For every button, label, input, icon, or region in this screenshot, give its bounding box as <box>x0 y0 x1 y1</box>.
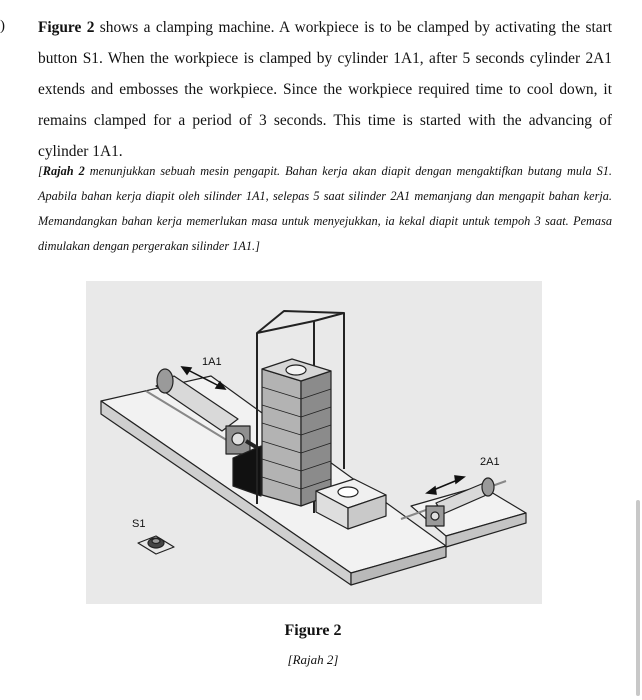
cylinder-1a1-end <box>157 369 173 393</box>
figure-caption: Figure 2 <box>284 622 342 639</box>
scrollbar[interactable] <box>636 500 640 696</box>
malay-figure-reference: Rajah 2 <box>42 164 85 178</box>
motion-arrow-2a1-head-b <box>455 476 464 483</box>
label-2a1: 2A1 <box>480 456 500 468</box>
cylinder-1a1-mount-hole <box>232 433 244 445</box>
cylinder-2a1-end <box>482 478 494 496</box>
clamping-machine-illustration <box>86 281 542 604</box>
label-s1: S1 <box>132 518 146 530</box>
frame-top <box>257 311 344 333</box>
workpiece-stack-top-hole <box>286 365 306 375</box>
clamping-machine-figure <box>86 281 542 604</box>
start-button-top <box>152 539 160 544</box>
question-english <box>38 12 612 167</box>
emboss-block-hole <box>338 487 358 497</box>
cylinder-2a1-mount-hole <box>431 512 439 520</box>
malay-bracket: [ <box>38 164 43 178</box>
workpiece-stack-front <box>262 369 301 506</box>
question-malay-text: menunjukkan sebuah mesin pengapit. Bahan kerja akan diapit dengan mengaktifkan butang mula S1. Apabila bahan kerja diapit oleh silinder 1A1, selepas 5 saat silinder 2A1 memanjang dan mengapit bahan kerja. Memandangkan bahan kerja memerlukan masa untuk menyejukkan, ia kekal diapit untuk tempoh 3 saat. Pemasa dimulakan dengan pergerakan silinder 1A1.] <box>38 164 612 253</box>
label-1a1: 1A1 <box>202 356 222 368</box>
figure-reference: Figure 2 <box>38 19 95 36</box>
question-malay <box>38 159 612 259</box>
margin-mark: ) <box>0 18 5 34</box>
motion-arrow-2a1-head-a <box>427 487 436 494</box>
workpiece-stack-side <box>301 371 331 506</box>
motion-arrow-1a1-head-a <box>182 367 191 374</box>
figure-caption-malay: [Rajah 2] <box>287 652 339 667</box>
question-english-text: shows a clamping machine. A workpiece is to be clamped by activating the start button S1. When the workpiece is clamped by cylinder 1A1, after 5 seconds cylinder 2A1 extends and embosses the workpiece. Since the workpiece required time to cool down, it remains clamped for a period of 3 seconds. This time is started with the advancing of cylinder 1A1. <box>38 19 612 160</box>
